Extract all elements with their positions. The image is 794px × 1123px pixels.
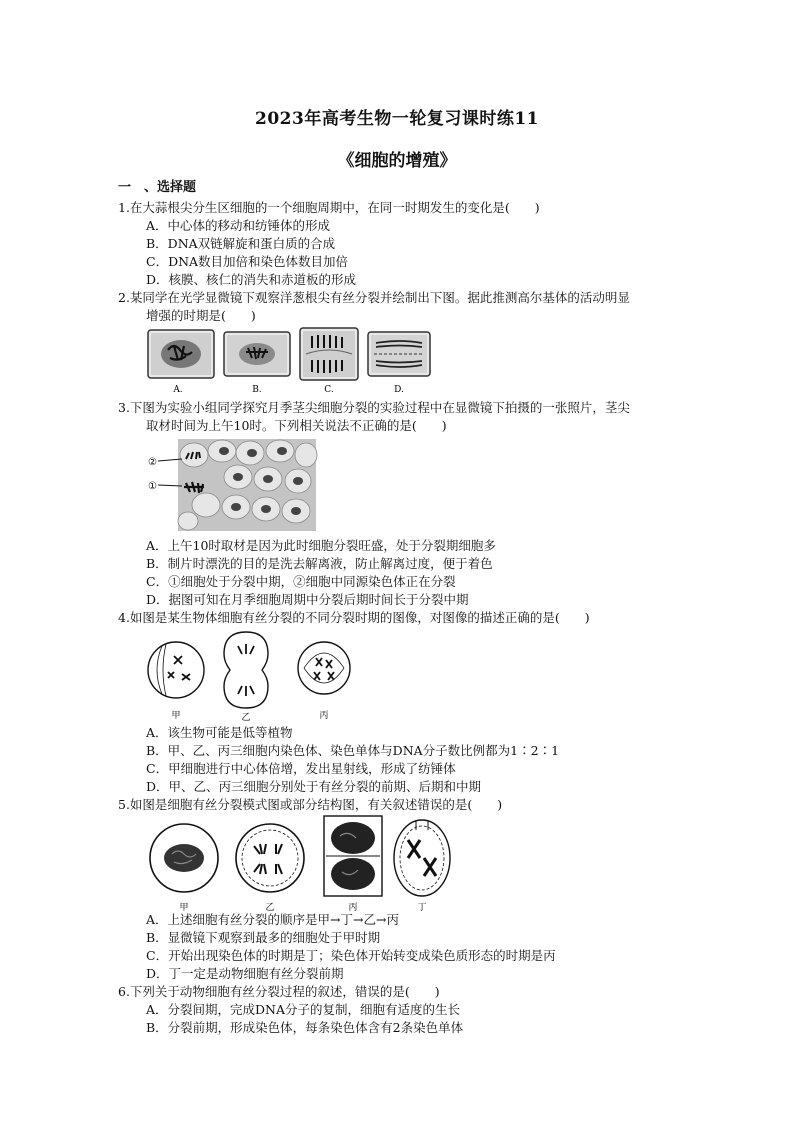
question-3-stem: 3.下图为实验小组同学探究月季茎尖细胞分裂的实验过程中在显微镜下拍摄的一张照片，茎尖 — [118, 400, 630, 415]
question-5-option-d: D．丁一定是动物细胞有丝分裂前期 — [146, 966, 344, 981]
question-1-stem: 1.在大蒜根尖分生区细胞的一个细胞周期中，在同一时期发生的变化是( ) — [118, 200, 540, 215]
question-2-figure — [146, 326, 436, 396]
question-3-option-d: D．据图可知在月季细胞周期中分裂后期时间长于分裂中期 — [146, 592, 469, 607]
cell-5-jia — [150, 824, 218, 892]
question-1-option-a: A．中心体的移动和纺锤体的形成 — [146, 218, 331, 233]
page-title: 2023年高考生物一轮复习课时练11 — [255, 109, 539, 129]
question-3-micrograph — [146, 437, 318, 533]
caption-5-jia: 甲 — [179, 903, 189, 913]
question-5-figure — [146, 814, 466, 914]
question-5-option-a: A．上述细胞有丝分裂的顺序是甲→丁→乙→丙 — [146, 912, 399, 927]
question-3-stem-cont: 取材时间为上午10时。下列相关说法不正确的是( ) — [146, 418, 447, 433]
cell-5-ding — [394, 820, 450, 896]
caption-bing: 丙 — [319, 711, 329, 721]
section-heading: 一 、选择题 — [118, 180, 197, 195]
caption-5-bing: 丙 — [348, 903, 358, 913]
question-6-option-b: B．分裂前期，形成染色体，每条染色体含有2条染色单体 — [146, 1020, 464, 1035]
question-2-stem-cont: 增强的时期是( ) — [146, 308, 256, 323]
cell-yi — [224, 632, 268, 708]
cell-5-yi — [236, 824, 304, 892]
question-4-option-a: A．该生物可能是低等植物 — [146, 725, 293, 740]
label-2: ② — [148, 457, 157, 468]
caption-jia: 甲 — [171, 711, 181, 721]
cell-image-d — [368, 332, 430, 376]
question-4-option-c: C．甲细胞进行中心体倍增，发出星射线，形成了纺锤体 — [146, 761, 456, 776]
caption-yi: 乙 — [241, 713, 251, 723]
question-3-option-c: C．①细胞处于分裂中期，②细胞中同源染色体正在分裂 — [146, 574, 456, 589]
question-2-stem: 2.某同学在光学显微镜下观察洋葱根尖有丝分裂并绘制出下图。据此推测高尔基体的活动明显 — [118, 290, 630, 305]
cell-jia — [148, 642, 204, 698]
cell-image-c — [300, 328, 358, 380]
question-3-option-a: A．上午10时取材是因为此时细胞分裂旺盛，处于分裂期细胞多 — [146, 538, 496, 553]
question-4-figure — [146, 628, 386, 724]
cell-bing — [298, 642, 350, 694]
caption-a: A. — [173, 385, 183, 395]
question-6-stem: 6.下列关于动物细胞有丝分裂过程的叙述，错误的是( ) — [118, 984, 440, 999]
question-5-stem: 5.如图是细胞有丝分裂模式图或部分结构图，有关叙述错误的是( ) — [118, 797, 503, 812]
question-1-option-d: D．核膜、核仁的消失和赤道板的形成 — [146, 272, 357, 287]
caption-c: C. — [324, 385, 334, 395]
label-1: ① — [148, 481, 157, 492]
cell-image-b — [224, 332, 290, 376]
question-3-option-b: B．制片时漂洗的目的是洗去解离液，防止解离过度，便于着色 — [146, 556, 493, 571]
caption-d: D. — [394, 385, 404, 395]
question-5-option-c: C．开始出现染色体的时期是丁；染色体开始转变成染色质形态的时期是丙 — [146, 948, 556, 963]
caption-b: B. — [252, 385, 262, 395]
caption-5-yi: 乙 — [265, 903, 275, 913]
question-4-stem: 4.如图是某生物体细胞有丝分裂的不同分裂时期的图像，对图像的描述正确的是( ) — [118, 610, 590, 625]
cell-5-bing — [324, 816, 382, 896]
question-6-option-a: A．分裂间期，完成DNA分子的复制，细胞有适度的生长 — [146, 1002, 461, 1017]
question-5-option-b: B．显微镜下观察到最多的细胞处于甲时期 — [146, 930, 381, 945]
cell-image-a — [148, 330, 214, 378]
question-4-option-b: B．甲、乙、丙三细胞内染色体、染色单体与DNA分子数比例都为1∶2∶1 — [146, 743, 560, 758]
question-4-option-d: D．甲、乙、丙三细胞分别处于有丝分裂的前期、后期和中期 — [146, 779, 482, 794]
caption-5-ding: 丁 — [417, 903, 427, 913]
question-1-option-c: C．DNA数目加倍和染色体数目加倍 — [146, 254, 349, 269]
question-1-option-b: B．DNA双链解旋和蛋白质的合成 — [146, 236, 336, 251]
page-subtitle: 《细胞的增殖》 — [337, 151, 457, 171]
